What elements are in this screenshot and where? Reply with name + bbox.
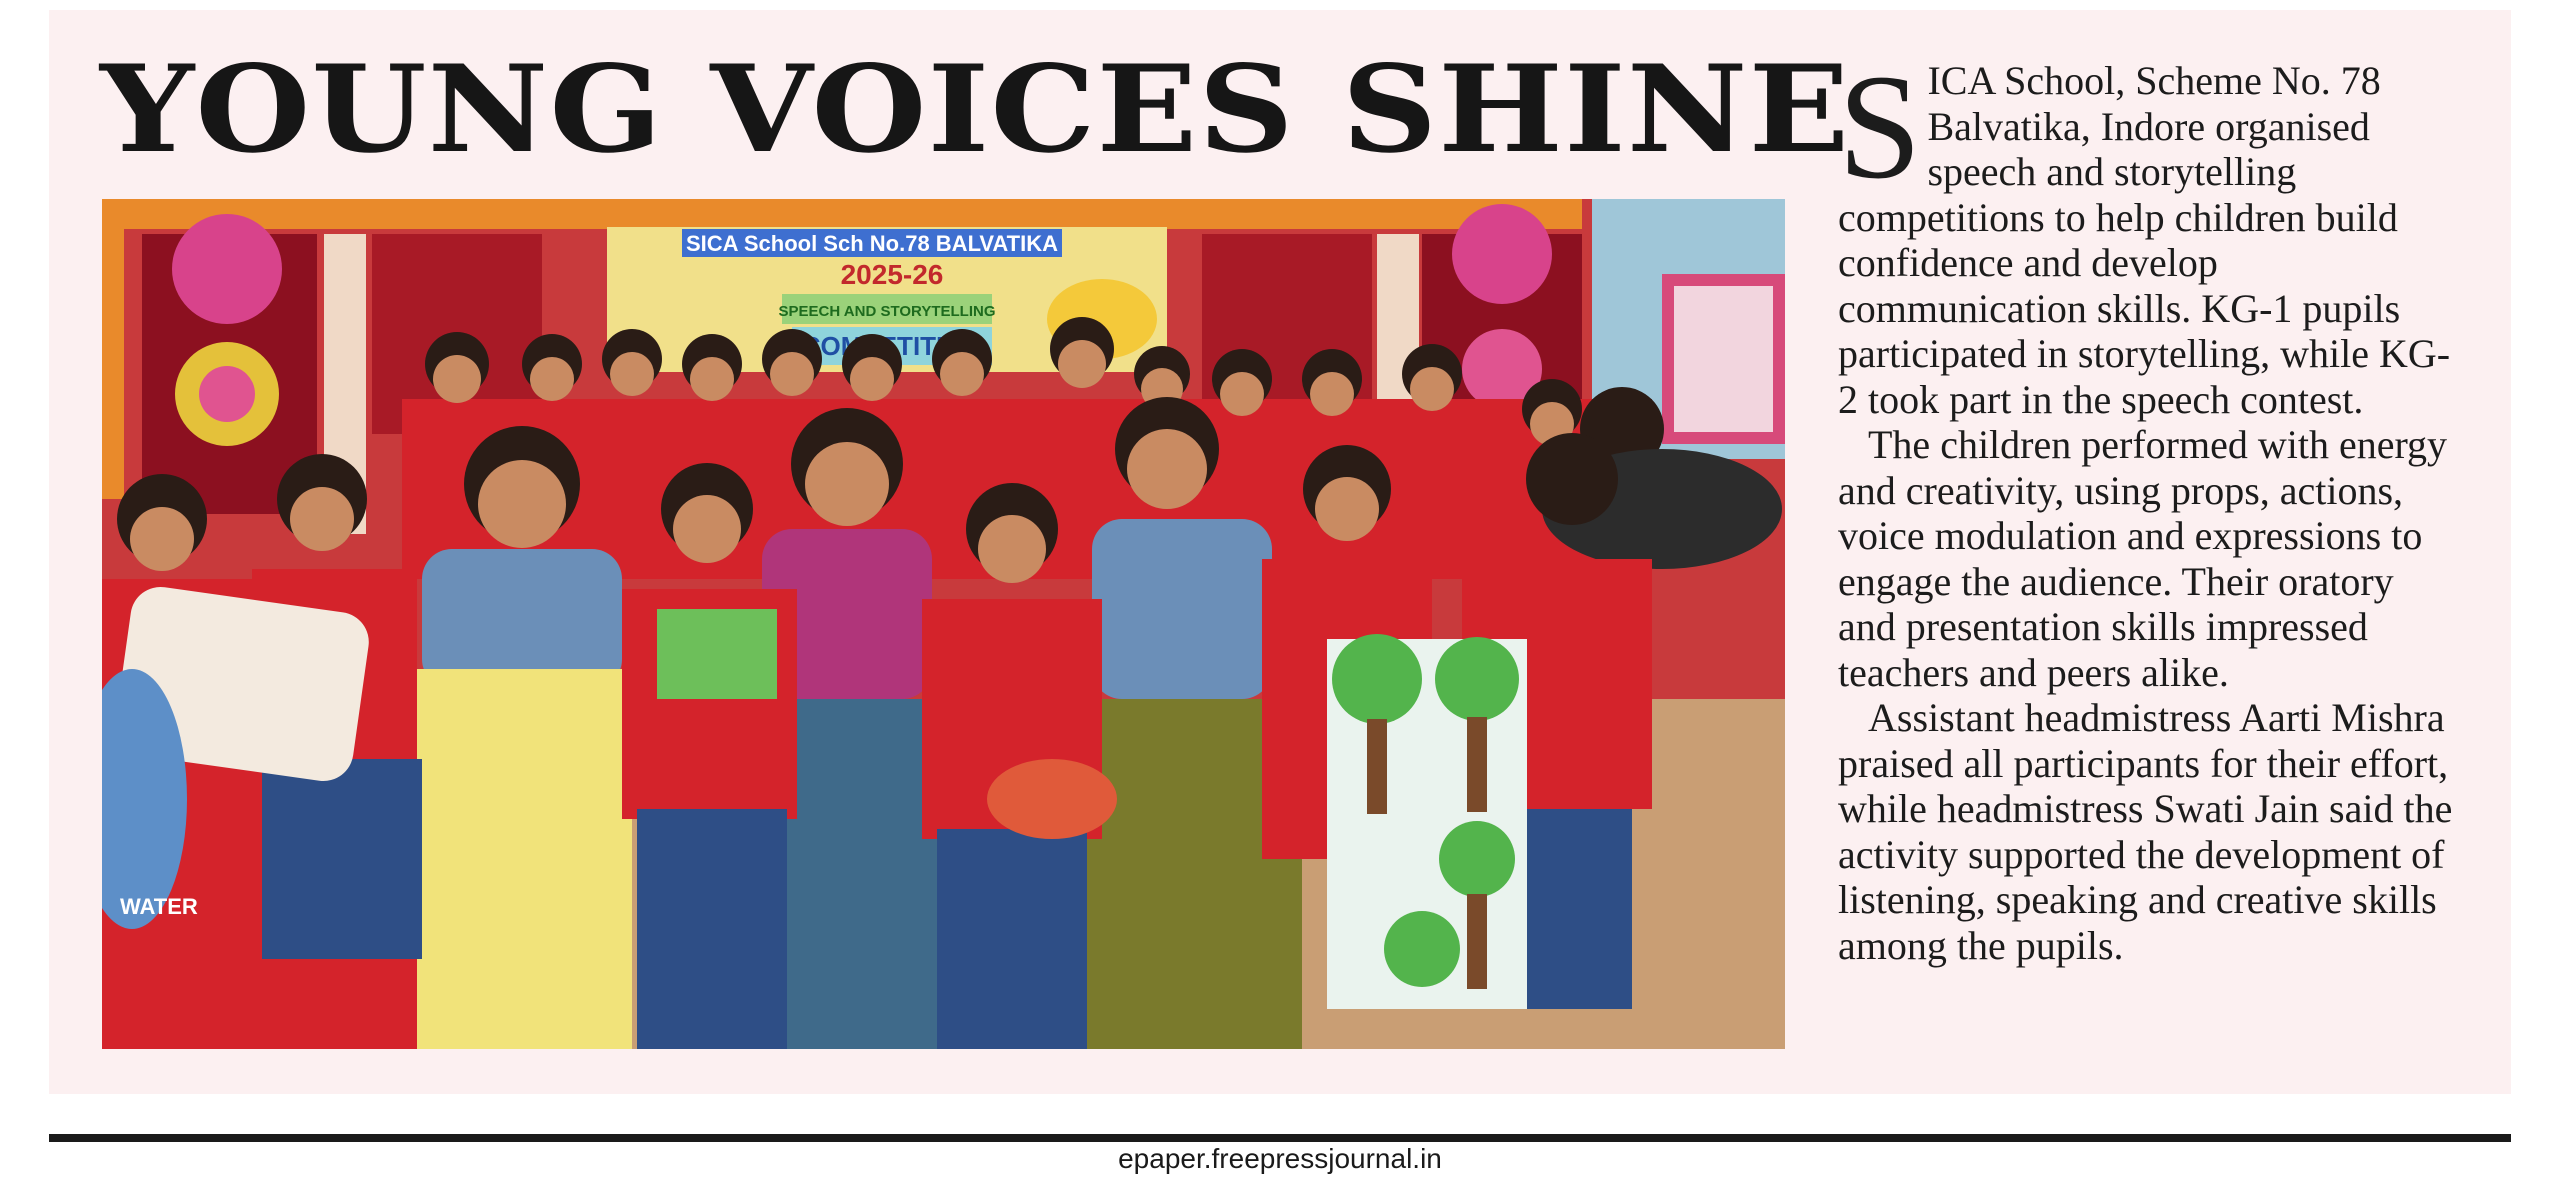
- article-paragraph-3: Assistant headmistress Aarti Mishra praised all participants for their effort, while headmistress Swati Jain said the activity supported the development of listening, speaking and creative skills among the pupils.: [1838, 695, 2453, 968]
- source-url: epaper.freepressjournal.in: [1118, 1143, 1442, 1174]
- article-photo: [102, 199, 1785, 1049]
- prop-water-label: WATER: [120, 894, 198, 919]
- banner-school-name: SICA School Sch No.78 BALVATIKA: [686, 231, 1058, 256]
- article-paragraph-1: ICA School, Scheme No. 78 Balvatika, Indore organised speech and storytelling competitions to help children build confidence and develop communication skills. KG-1 pupils participated in storytelling, while KG-2 took part in the speech contest.: [1838, 58, 2451, 422]
- drop-cap: S: [1838, 44, 1922, 210]
- article-body: [1838, 44, 2453, 968]
- headline: YOUNG VOICES SHINE: [100, 39, 1851, 180]
- article-paragraph-2: The children performed with energy and creativity, using props, actions, voice modulation and expressions to engage the audience. Their oratory and presentation skills impressed teachers and peers alike.: [1838, 422, 2448, 695]
- banner-year: 2025-26: [840, 259, 944, 290]
- banner-event: SPEECH AND STORYTELLING: [778, 303, 996, 320]
- footer-rule: [49, 1134, 2511, 1142]
